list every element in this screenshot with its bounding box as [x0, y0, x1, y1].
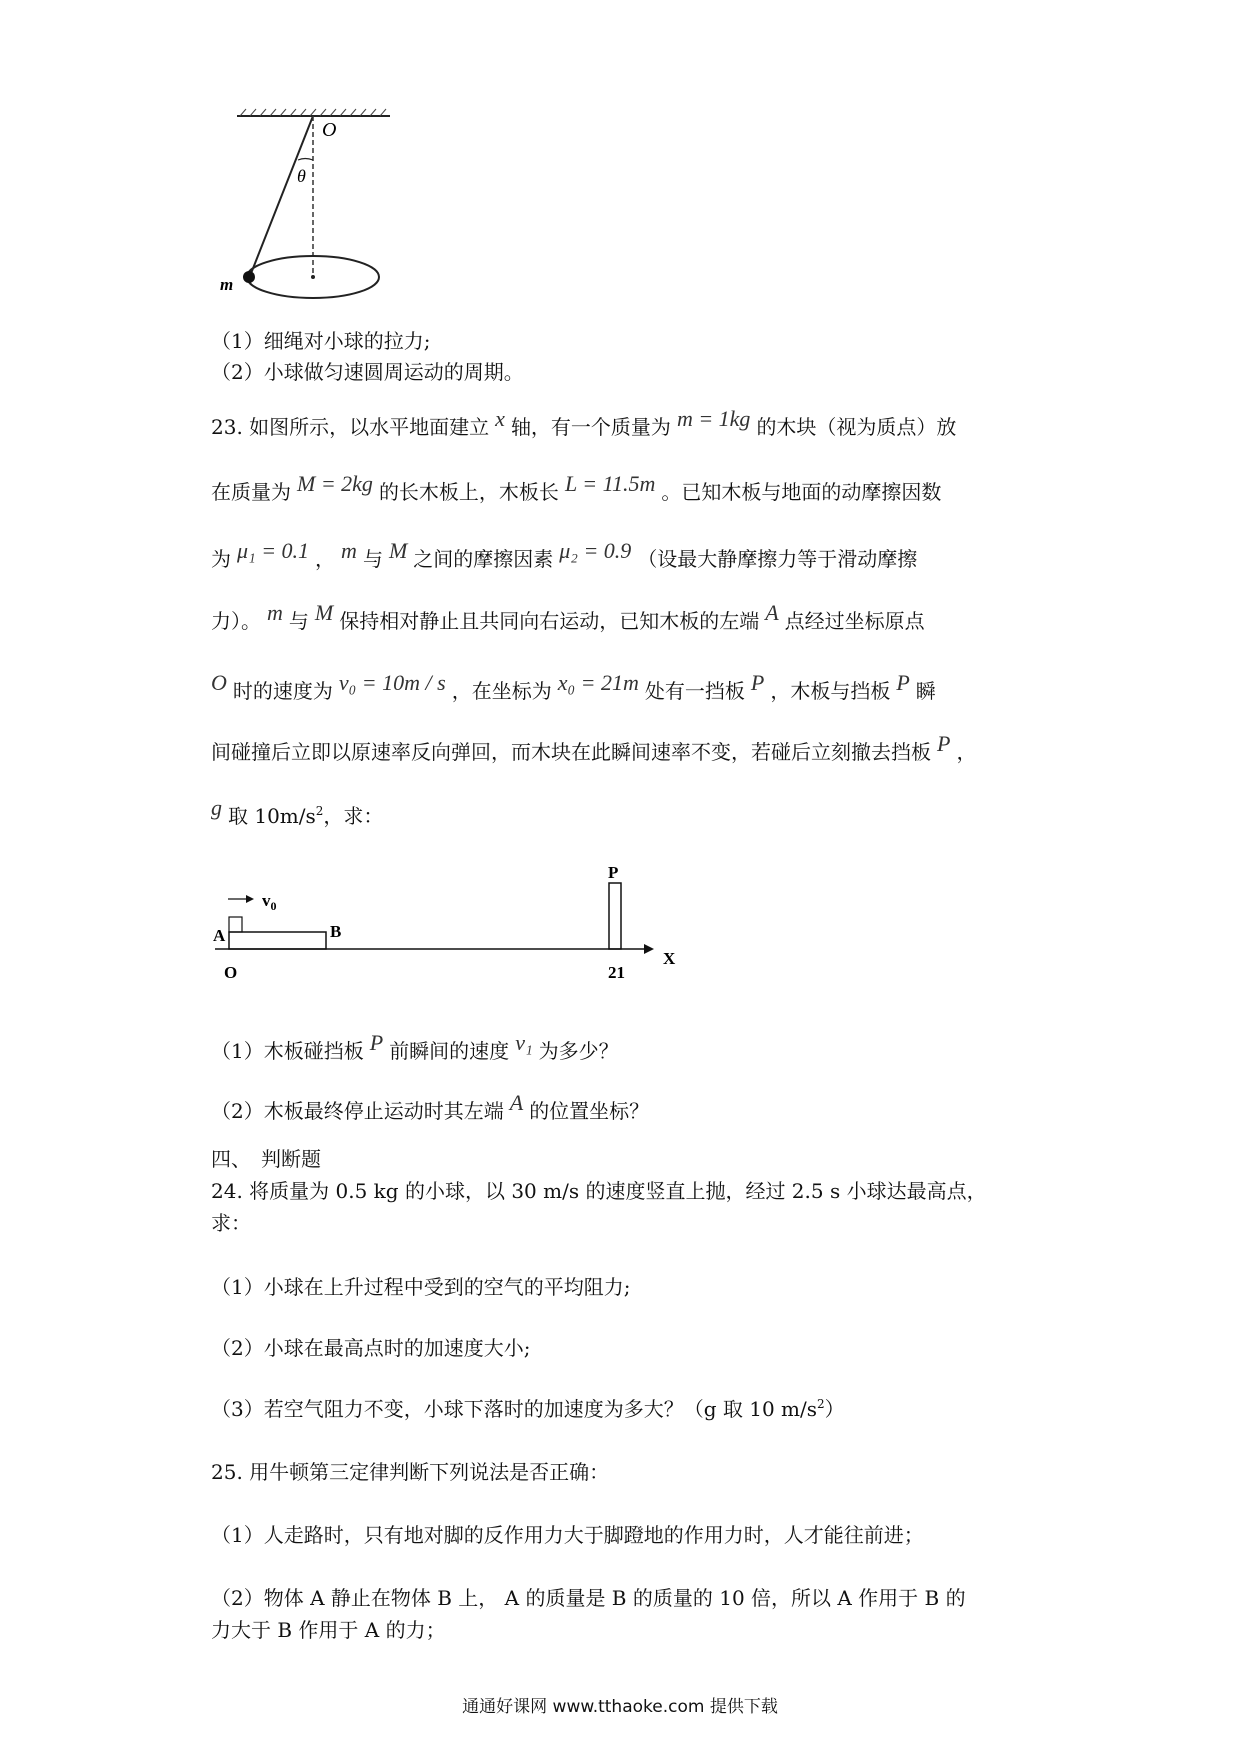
text: 瞬 [915, 679, 936, 703]
conical-pendulum-figure [200, 100, 420, 310]
text: 为 [211, 547, 231, 571]
tick-21: 21 [608, 963, 625, 982]
q23-line1 [211, 406, 957, 440]
text: ） [824, 1397, 845, 1421]
text: 的长木板上，木板长 [378, 480, 559, 504]
board-block-figure [180, 840, 700, 1000]
text: ，在坐标为 [451, 679, 552, 703]
text: 与 [362, 547, 383, 571]
q25-part2-cont: 力大于 B 作用于 A 的力； [211, 1618, 446, 1642]
math: v₀ = 10m / s [338, 670, 446, 695]
text: 力）。 [211, 609, 261, 633]
label-x-axis: X [663, 949, 676, 968]
text: （设最大静摩擦力等于滑动摩擦 [637, 547, 918, 571]
math: x₀ = 21m [557, 670, 639, 695]
label-p: P [608, 863, 619, 882]
q22-part2: （2）小球做匀速圆周运动的周期。 [211, 360, 524, 384]
math: m [341, 538, 357, 563]
label-o: O [322, 119, 337, 141]
math: P [896, 670, 910, 695]
label-a: A [213, 926, 226, 945]
footer: 通通好课网 www.tthaoke.com 提供下载 [462, 1697, 778, 1717]
math: m [267, 600, 283, 625]
math: O [211, 670, 227, 695]
label-origin: O [224, 963, 238, 982]
math: P [937, 731, 951, 756]
q23-part2 [211, 1090, 650, 1124]
text: 之间的摩擦因素 [413, 547, 554, 571]
label-theta: θ [297, 166, 306, 186]
text: 的位置坐标？ [529, 1099, 650, 1123]
text: （1）木板碰挡板 [211, 1039, 364, 1063]
q24-line1: 24. 将质量为 0.5 kg 的小球，以 30 m/s 的速度竖直上抛，经过 2.5 s 小球达最高点， [211, 1179, 987, 1203]
q25-line1: 25. 用牛顿第三定律判断下列说法是否正确： [211, 1460, 610, 1484]
q23-line3 [211, 538, 918, 572]
q25-part2: （2）物体 A 静止在物体 B 上， A 的质量是 B 的质量的 10 倍，所以 A 作用于 B 的 [211, 1586, 966, 1610]
math: P [369, 1030, 384, 1055]
label-v0 [262, 891, 277, 913]
section-heading: 四、 判断题 [211, 1147, 321, 1171]
math: M [314, 600, 334, 625]
label-v-subscript: 0 [270, 899, 277, 913]
math: x [495, 406, 505, 431]
text: ， [315, 547, 336, 571]
text: 时的速度为 [232, 679, 333, 703]
long-board [229, 932, 326, 949]
math: P [750, 670, 765, 695]
q24-line2: 求： [211, 1211, 251, 1235]
q23-line5 [211, 670, 936, 704]
text: 23. 如图所示，以水平地面建立 [211, 415, 490, 439]
q24-part2: （2）小球在最高点时的加速度大小; [211, 1336, 531, 1360]
text: 间碰撞后立即以原速率反向弹回，而木块在此瞬间速率不变，若碰后立刻撤去挡板 [211, 740, 931, 764]
math: M [388, 538, 408, 563]
text: （3）若空气阻力不变，小球下落时的加速度为多大？（g 取 10 m/s [211, 1397, 818, 1421]
q23-line2 [211, 471, 942, 505]
text: ，木板与挡板 [770, 679, 891, 703]
text: （2）木板最终停止运动时其左端 [211, 1099, 504, 1123]
text: ， [956, 740, 977, 764]
text: ，求： [323, 804, 384, 828]
text: 。已知木板与地面的动摩擦因数 [661, 480, 942, 504]
text: 轴，有一个质量为 [510, 415, 671, 439]
text: 点经过坐标原点 [784, 609, 925, 633]
math: A [765, 600, 779, 625]
math: μ₂ = 0.9 [559, 538, 632, 563]
math: g [211, 795, 222, 820]
label-b: B [330, 922, 342, 941]
block [229, 917, 242, 932]
text: 前瞬间的速度 [389, 1039, 510, 1063]
superscript: 2 [817, 1397, 825, 1411]
q25-part1: （1）人走路时，只有地对脚的反作用力大于脚蹬地的作用力时，人才能往前进； [211, 1523, 924, 1547]
barrier-p [609, 883, 621, 949]
q23-line6 [211, 731, 977, 765]
text: 处有一挡板 [644, 679, 745, 703]
q24-part1: （1）小球在上升过程中受到的空气的平均阻力; [211, 1275, 631, 1299]
math: v₁ [515, 1030, 533, 1055]
x-axis-arrow-icon [644, 944, 654, 954]
text: 与 [288, 609, 309, 633]
label-m: m [220, 275, 234, 294]
text: 的木块（视为质点）放 [756, 415, 957, 439]
text: 在质量为 [211, 480, 291, 504]
q23-line7 [211, 795, 384, 832]
math: L = 11.5m [564, 471, 656, 496]
text: 保持相对静止且共同向右运动，已知木板的左端 [339, 609, 760, 633]
label-v: v [262, 891, 271, 910]
q23-part1 [211, 1030, 619, 1064]
q22-part1: （1）细绳对小球的拉力; [211, 329, 431, 353]
math: μ₁ = 0.1 [237, 538, 310, 563]
math: m = 1kg [676, 406, 751, 431]
velocity-arrowhead-icon [246, 895, 254, 903]
math: M = 2kg [297, 471, 373, 496]
q23-line4 [211, 600, 925, 634]
superscript: 2 [315, 804, 324, 818]
text: 取 10m/s [228, 804, 316, 828]
q24-part3 [211, 1396, 845, 1425]
math: A [509, 1090, 524, 1115]
text: 为多少？ [538, 1039, 619, 1063]
